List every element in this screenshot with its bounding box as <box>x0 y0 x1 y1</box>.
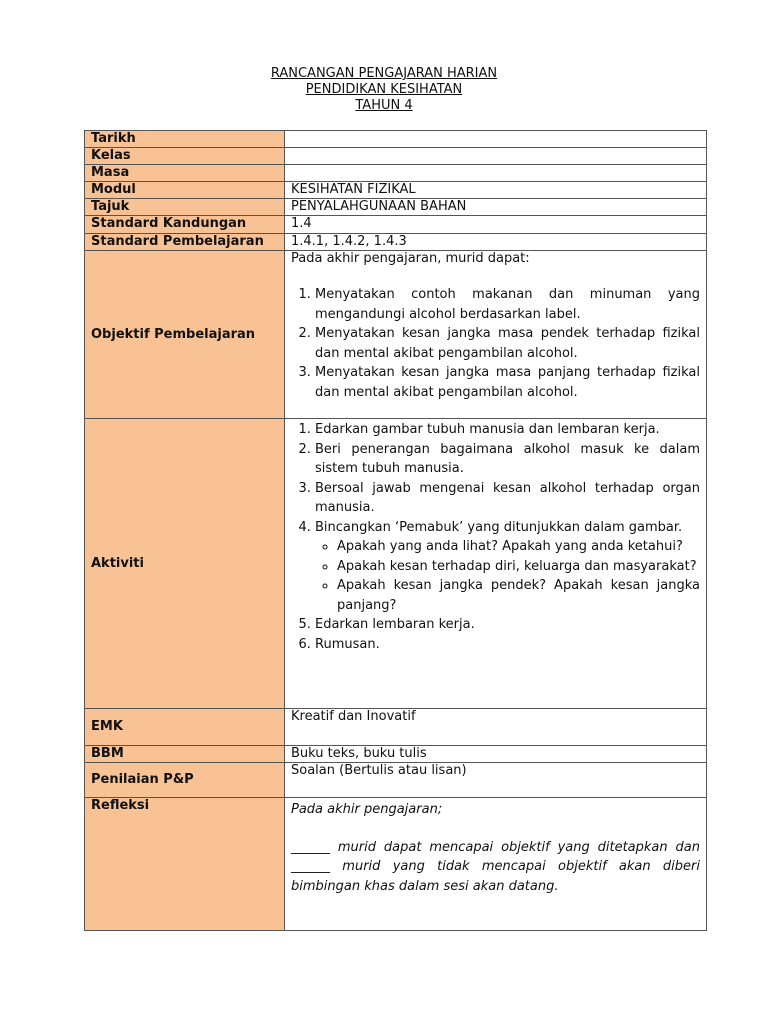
list-item: 3. Menyatakan kesan jangka masa panjang terhadap fizikal dan mental akibat pengambilan alcohol. <box>315 363 700 402</box>
list-item: 5. Edarkan lembaran kerja. <box>315 615 700 635</box>
label-emk: EMK <box>85 709 285 746</box>
refleksi-intro: Pada akhir pengajaran; <box>291 802 443 817</box>
value-masa <box>285 165 707 182</box>
value-standard-kandungan: 1.4 <box>285 216 707 234</box>
list-item: 2. Beri penerangan bagaimana alkohol masuk ke dalam sistem tubuh manusia. <box>315 440 700 479</box>
bullet-item: ◦ Apakah yang anda lihat? Apakah yang anda ketahui? <box>337 537 700 557</box>
value-kelas <box>285 148 707 165</box>
list-item: 2. Menyatakan kesan jangka masa pendek terhadap fizikal dan mental akibat pengambilan alcohol. <box>315 324 700 363</box>
label-standard-pembelajaran: Standard Pembelajaran <box>85 234 285 251</box>
title-line-1: RANCANGAN PENGAJARAN HARIAN <box>270 66 498 81</box>
title-line-2: PENDIDIKAN KESIHATAN <box>305 82 463 97</box>
bullet-list <box>315 537 700 615</box>
lesson-plan-table <box>84 130 707 931</box>
list-item: 3. Bersoal jawab mengenai kesan alkohol terhadap organ manusia. <box>315 479 700 518</box>
value-objektif <box>285 251 707 419</box>
label-modul: Modul <box>85 182 285 199</box>
value-refleksi <box>285 798 707 931</box>
list-item <box>315 518 700 616</box>
value-bbm: Buku teks, buku tulis <box>285 746 707 763</box>
label-masa: Masa <box>85 165 285 182</box>
objektif-list <box>291 285 700 402</box>
value-modul: KESIHATAN FIZIKAL <box>285 182 707 199</box>
label-refleksi: Refleksi <box>85 798 285 931</box>
refleksi-body: ______ murid dapat mencapai objektif yang ditetapkan dan ______ murid yang tidak mencapai objektif akan diberi bimbingan khas dalam sesi akan datang. <box>291 839 700 894</box>
list-item: 1. Edarkan gambar tubuh manusia dan lembaran kerja. <box>315 420 700 440</box>
value-standard-pembelajaran: 1.4.1, 1.4.2, 1.4.3 <box>285 234 707 251</box>
value-emk: Kreatif dan Inovatif <box>285 709 707 746</box>
label-aktiviti: Aktiviti <box>85 419 285 709</box>
label-objektif: Objektif Pembelajaran <box>85 251 285 419</box>
label-penilaian: Penilaian P&P <box>85 763 285 798</box>
label-tarikh: Tarikh <box>85 131 285 148</box>
aktiviti-list <box>291 420 700 654</box>
value-tarikh <box>285 131 707 148</box>
value-aktiviti <box>285 419 707 709</box>
bullet-item: ◦ Apakah kesan terhadap diri, keluarga dan masyarakat? <box>337 557 700 577</box>
list-item-text: Bincangkan ‘Pemabuk’ yang ditunjukkan dalam gambar. <box>315 519 683 535</box>
list-item: 6. Rumusan. <box>315 635 700 655</box>
value-tajuk: PENYALAHGUNAAN BAHAN <box>285 199 707 216</box>
title-line-3: TAHUN 4 <box>355 98 413 113</box>
label-tajuk: Tajuk <box>85 199 285 216</box>
list-item: 1. Menyatakan contoh makanan dan minuman yang mengandungi alcohol berdasarkan label. <box>315 285 700 324</box>
label-bbm: BBM <box>85 746 285 763</box>
objektif-intro: Pada akhir pengajaran, murid dapat: <box>291 251 530 266</box>
value-penilaian: Soalan (Bertulis atau lisan) <box>285 763 707 798</box>
label-standard-kandungan: Standard Kandungan <box>85 216 285 234</box>
label-kelas: Kelas <box>85 148 285 165</box>
bullet-item: ◦ Apakah kesan jangka pendek? Apakah kesan jangka panjang? <box>337 576 700 615</box>
